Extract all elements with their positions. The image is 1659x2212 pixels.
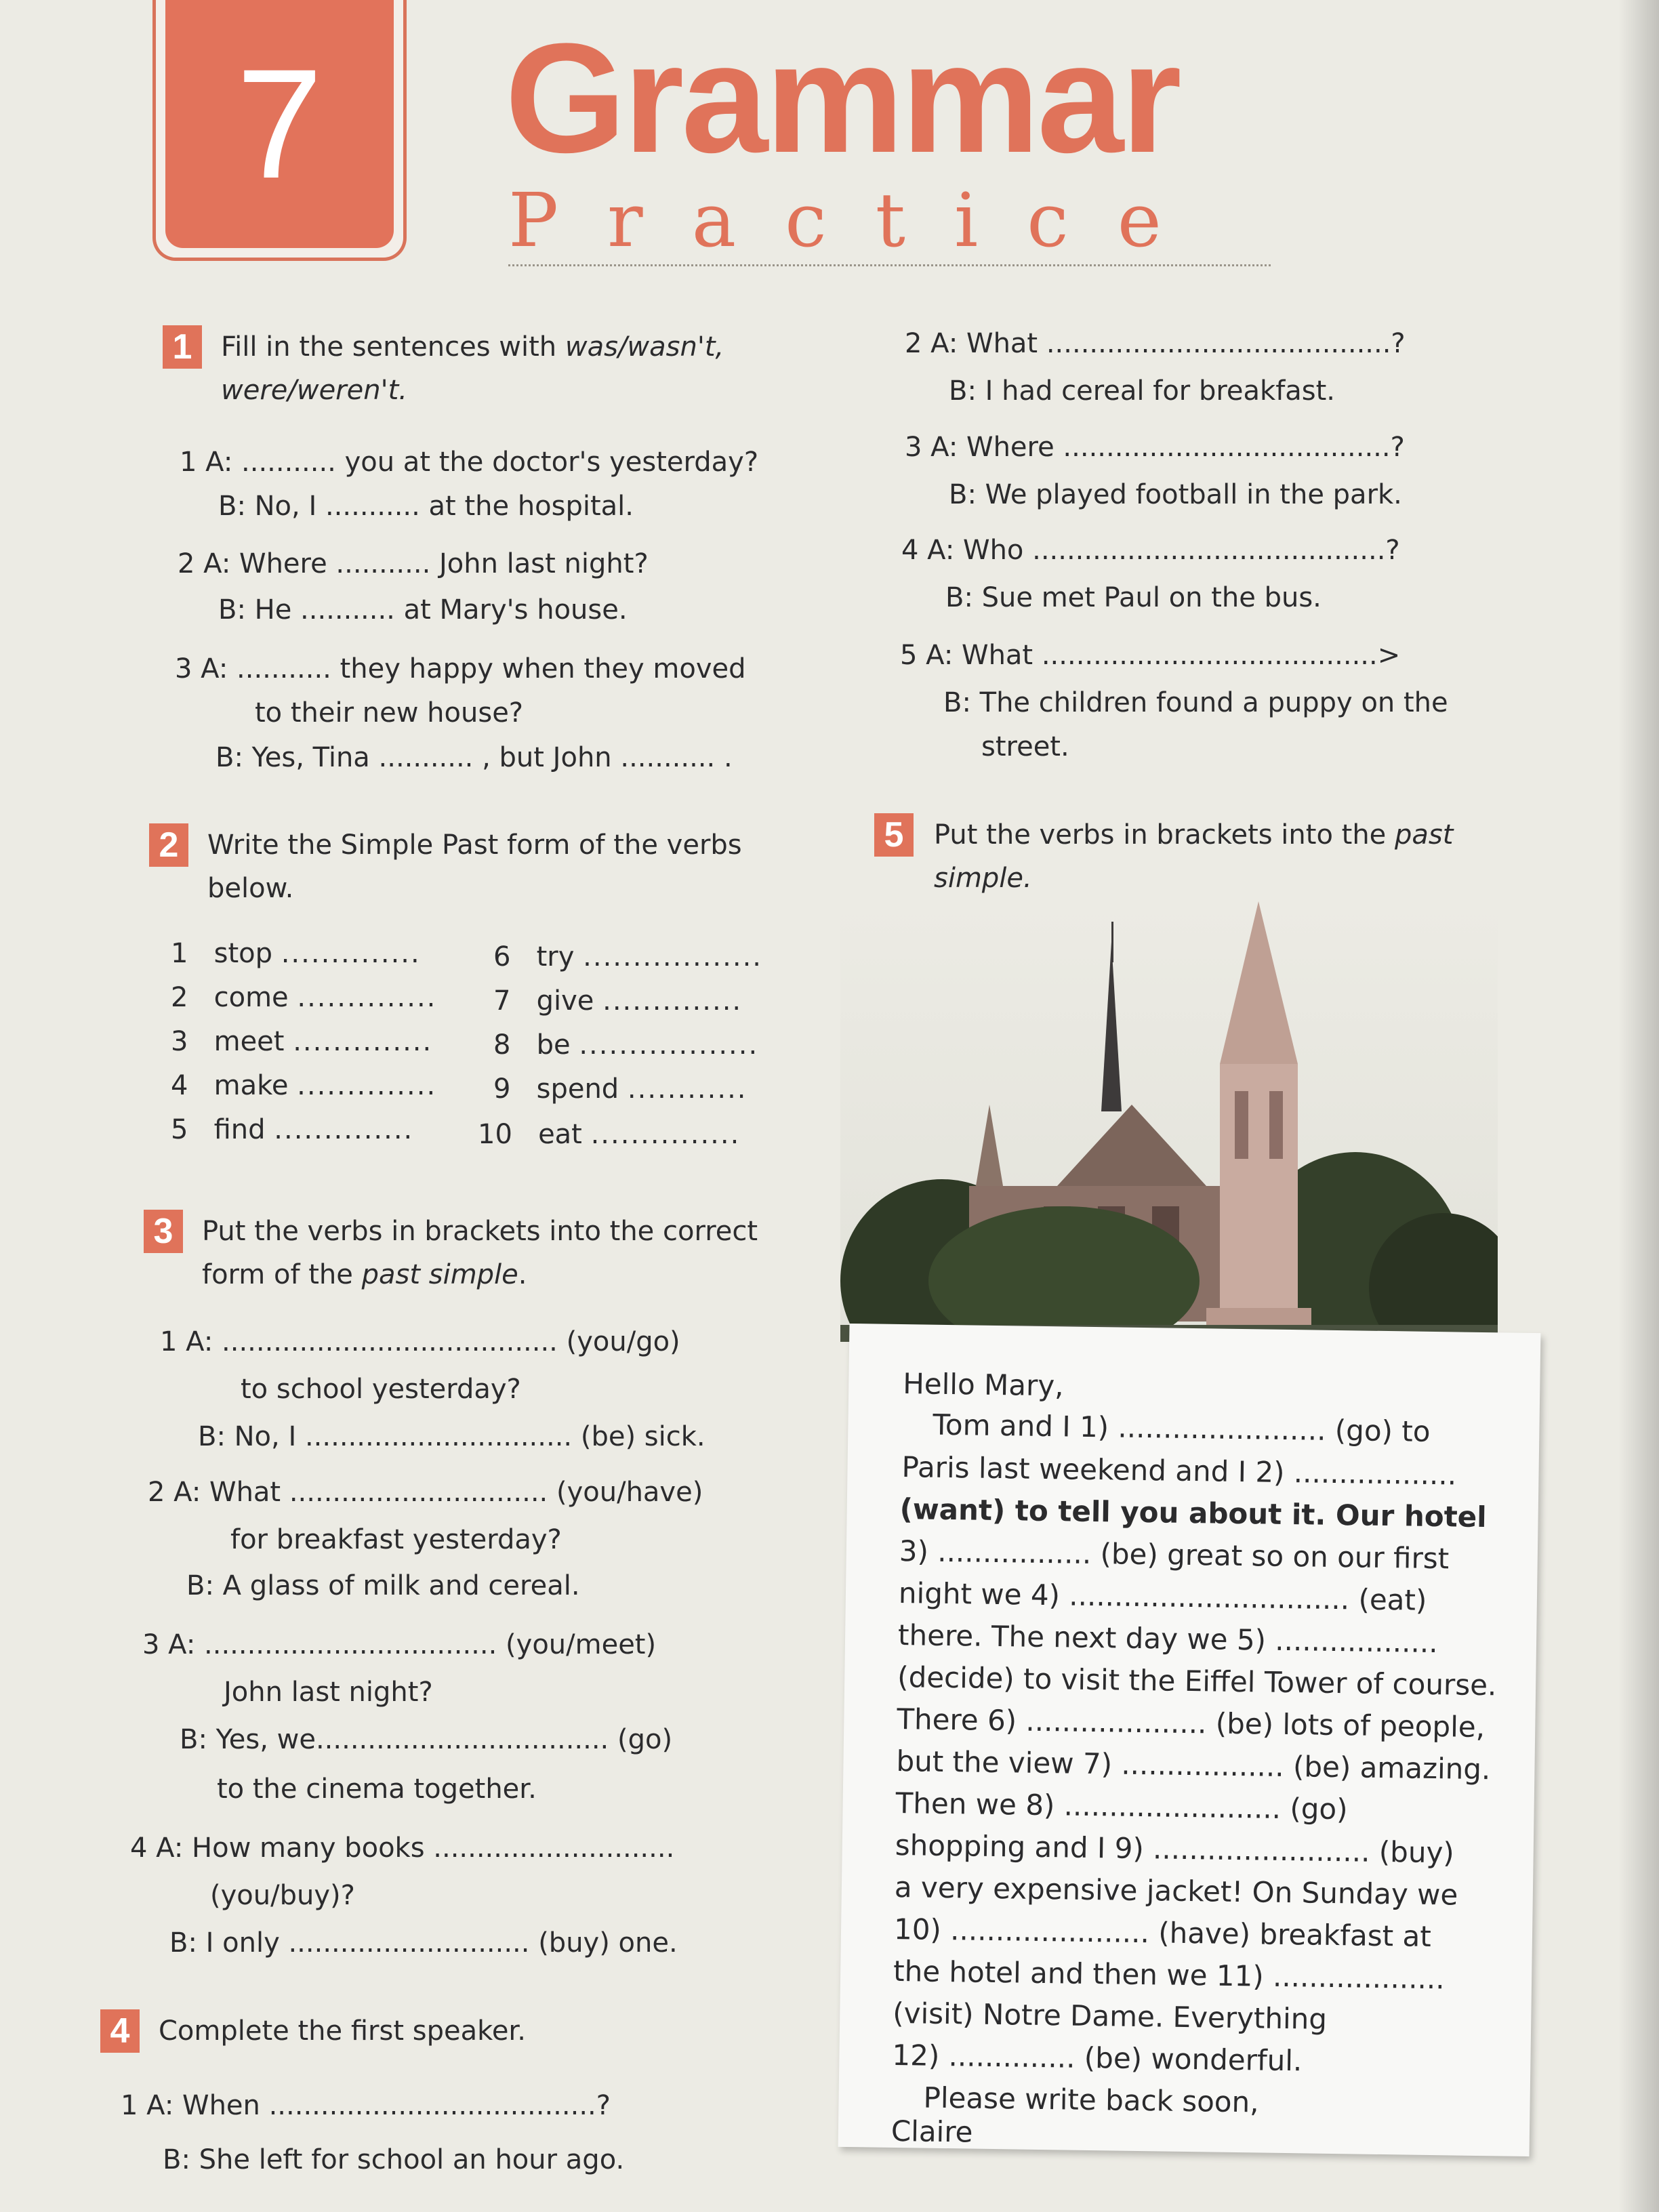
exercise-number: 1 — [163, 325, 202, 369]
verb-item: 2 come .............. — [171, 982, 437, 1013]
ex1-line: to their new house? — [255, 697, 524, 729]
ex4-line: B: We played football in the park. — [949, 479, 1402, 510]
verb-item: 6 try .................. — [493, 941, 763, 972]
exercise-instruction: Put the verbs in brackets into the correct form of the past simple. — [202, 1216, 758, 1290]
letter-line: Then we 8) ........................ (go) — [895, 1786, 1348, 1826]
ex4-line: 4 A: Who .........................................? — [901, 535, 1400, 566]
exercise-1-heading — [163, 325, 724, 412]
verb-item: 5 find .............. — [171, 1114, 414, 1145]
ex1-line: 3 A: ........... they happy when they moved — [175, 653, 746, 684]
notre-dame-photo — [840, 901, 1498, 1342]
letter-line: (decide) to visit the Eiffel Tower of course. — [897, 1660, 1497, 1702]
verb-item: 10 eat ............... — [478, 1119, 741, 1150]
letter-line: Hello Mary, — [902, 1367, 1064, 1403]
ex4-line: 2 A: What ........................................? — [905, 328, 1406, 359]
ex3-line: B: Yes, we.................................. (go) — [180, 1724, 673, 1755]
verb-item: 1 stop .............. — [171, 938, 421, 969]
ex3-line: 3 A: .................................. (you/meet) — [142, 1629, 657, 1660]
exercise-instruction: Complete the first speaker. — [159, 2015, 526, 2047]
verb-item: 8 be .................. — [493, 1029, 759, 1061]
ex1-line: 1 A: ........... you at the doctor's yesterday? — [180, 447, 759, 478]
ex3-line: to school yesterday? — [241, 1374, 521, 1405]
exercise-5-heading — [874, 813, 1453, 900]
ex3-line: (you/buy)? — [210, 1880, 355, 1911]
letter-line: 10) ...................... (have) breakfast at — [893, 1912, 1432, 1954]
letter-signature: Claire — [890, 2114, 973, 2149]
letter-line: but the view 7) .................. (be) amazing. — [896, 1744, 1491, 1786]
page-edge-shadow — [1618, 0, 1659, 2212]
ex3-line: John last night? — [224, 1677, 433, 1708]
ex3-line: for breakfast yesterday? — [230, 1524, 562, 1555]
verb-item: 9 spend ............ — [493, 1073, 747, 1105]
ex4-line: B: She left for school an hour ago. — [163, 2144, 625, 2175]
title-divider — [508, 264, 1271, 266]
ex4-line: B: Sue met Paul on the bus. — [945, 582, 1322, 613]
exercise-instruction: Fill in the sentences with was/wasn't, were/weren't. — [221, 331, 724, 406]
letter-line: 12) .............. (be) wonderful. — [892, 2038, 1303, 2078]
page-subtitle: Practice — [508, 177, 1210, 264]
ex1-line: B: He ........... at Mary's house. — [218, 594, 628, 626]
exercise-2-heading — [149, 823, 742, 910]
ex4-line: street. — [981, 731, 1069, 762]
letter-line: the hotel and then we 11) ................... — [893, 1954, 1446, 1996]
letter-line: 3) ................. (be) great so on our first — [899, 1534, 1450, 1576]
letter-line: (want) to tell you about it. Our hotel — [899, 1492, 1487, 1534]
letter-line: Paris last weekend and I 2) .................. — [901, 1450, 1457, 1492]
exercise-number: 4 — [100, 2009, 140, 2053]
letter-line: shopping and I 9) ........................ (buy) — [895, 1828, 1455, 1870]
verb-item: 7 give .............. — [493, 985, 743, 1017]
ex4-line: 5 A: What .......................................> — [900, 640, 1401, 671]
letter-line: night we 4) ............................... (eat) — [898, 1576, 1427, 1617]
ex3-line: to the cinema together. — [217, 1774, 537, 1805]
ex4-line: 3 A: Where ......................................? — [905, 432, 1405, 463]
letter-line: (visit) Notre Dame. Everything — [892, 1996, 1328, 2036]
exercise-3-heading — [144, 1210, 758, 1296]
verb-item: 3 meet .............. — [171, 1026, 433, 1057]
exercise-number: 2 — [149, 823, 188, 867]
chapter-number: 7 — [236, 37, 323, 211]
ex4-line: B: The children found a puppy on the — [943, 687, 1448, 718]
letter-line: a very expensive jacket! On Sunday we — [894, 1870, 1458, 1912]
ex3-line: 4 A: How many books ............................ — [130, 1832, 675, 1864]
ex1-line: B: Yes, Tina ........... , but John ........... . — [216, 742, 733, 773]
ex4-line: 1 A: When ......................................? — [121, 2090, 611, 2121]
ex3-line: 1 A: ....................................... (you/go) — [160, 1326, 680, 1357]
ex4-line: B: I had cereal for breakfast. — [949, 375, 1336, 407]
ex3-line: B: No, I ............................... (be) sick. — [198, 1421, 705, 1452]
ex1-line: 2 A: Where ........... John last night? — [178, 548, 649, 579]
ex3-line: 2 A: What .............................. (you/have) — [148, 1477, 703, 1508]
ex3-line: B: I only ............................ (buy) one. — [169, 1927, 678, 1959]
letter-line: There 6) .................... (be) lots of people, — [897, 1702, 1486, 1744]
exercise-instruction: Write the Simple Past form of the verbs below. — [207, 830, 742, 904]
ex3-line: B: A glass of milk and cereal. — [186, 1570, 580, 1601]
ex1-line: B: No, I ........... at the hospital. — [218, 491, 634, 522]
exercise-4-heading — [100, 2009, 526, 2053]
letter-card — [838, 1324, 1541, 2156]
letter-line: there. The next day we 5) .................. — [897, 1618, 1438, 1660]
letter-line: Tom and I 1) ....................... (go) to — [933, 1408, 1431, 1448]
exercise-instruction: Put the verbs in brackets into the past simple. — [934, 819, 1454, 894]
letter-line: Please write back soon, — [923, 2081, 1259, 2119]
exercise-number: 5 — [874, 813, 914, 857]
verb-item: 4 make .............. — [171, 1070, 437, 1101]
exercise-number: 3 — [144, 1210, 183, 1253]
chapter-badge — [152, 0, 407, 261]
page-title: Grammar — [505, 11, 1179, 185]
